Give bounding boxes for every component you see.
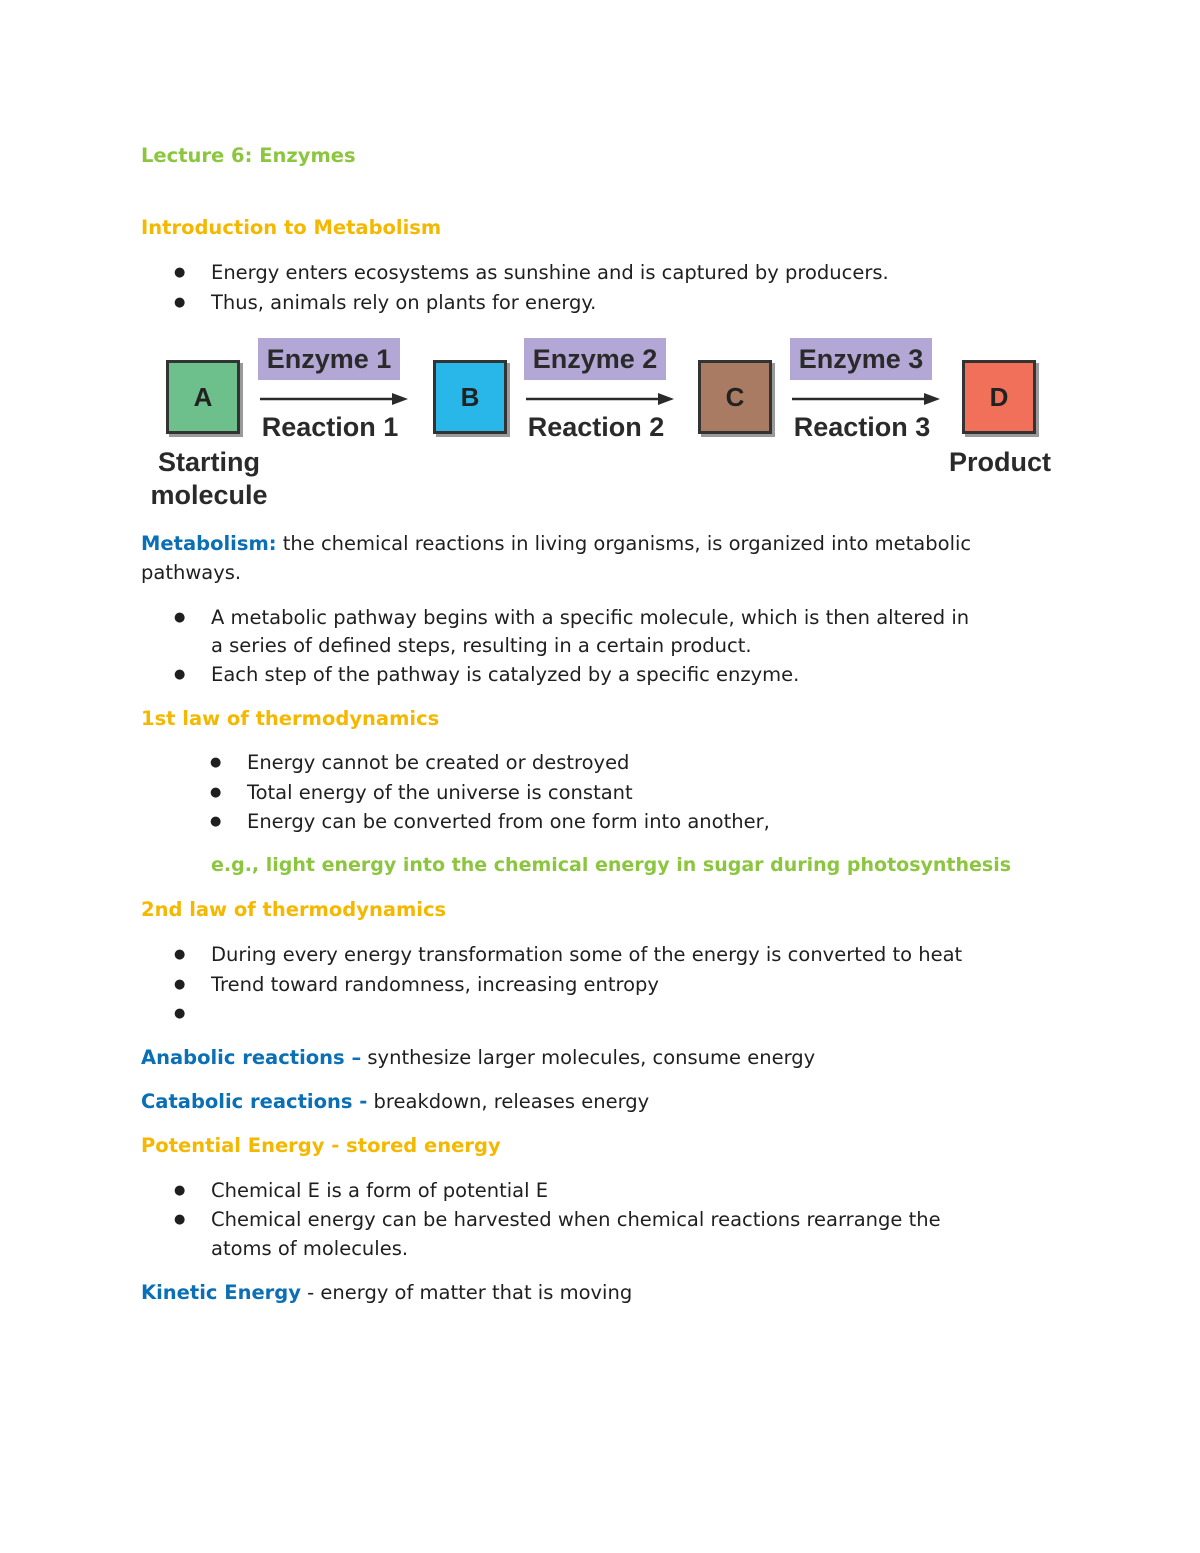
reaction-label: Reaction 1 <box>261 412 399 442</box>
law1-heading: 1st law of thermodynamics <box>141 707 440 730</box>
metabolic-pathway-diagram <box>140 330 1080 515</box>
molecule-label-line: molecule <box>150 480 268 510</box>
metabolism-bullet: A metabolic pathway begins with a specific molecule, which is then altered in <box>211 606 970 629</box>
bullet-dot: ● <box>174 947 186 962</box>
bullet-dot: ● <box>174 265 186 280</box>
bullet-dot: ● <box>210 755 222 770</box>
intro-bullet: Energy enters ecosystems as sunshine and is captured by producers. <box>211 261 889 284</box>
metabolism-def: the chemical reactions in living organisms, is organized into metabolic <box>276 532 972 555</box>
catabolic-def: breakdown, releases energy <box>367 1090 650 1113</box>
starting-molecule-label <box>144 446 274 512</box>
page-title: Lecture 6: Enzymes <box>141 144 356 167</box>
bullet-dot: ● <box>210 814 222 829</box>
reaction-arrow <box>792 392 942 406</box>
bullet-dot: ● <box>174 610 186 625</box>
enzyme-label: Enzyme 3 <box>790 338 932 380</box>
enzyme-label: Enzyme 1 <box>258 338 400 380</box>
potential-bullet: Chemical E is a form of potential E <box>211 1179 549 1202</box>
starting-label-line: Starting <box>157 447 260 477</box>
metabolism-term: Metabolism: <box>141 532 277 555</box>
intro-bullet: Thus, animals rely on plants for energy. <box>211 291 597 314</box>
law1-example: e.g., light energy into the chemical energy in sugar during photosynthesis <box>211 854 1012 876</box>
law1-bullet: Total energy of the universe is constant <box>247 781 633 804</box>
anabolic-term: Anabolic reactions – <box>141 1046 362 1069</box>
law2-bullet: Trend toward randomness, increasing entropy <box>211 973 659 996</box>
metabolism-def-cont: pathways. <box>141 561 242 584</box>
anabolic-def: synthesize larger molecules, consume energy <box>361 1046 816 1069</box>
molecule-box-d: D <box>962 360 1036 434</box>
metabolism-bullet: Each step of the pathway is catalyzed by a specific enzyme. <box>211 663 800 686</box>
law2-bullet: During every energy transformation some of the energy is converted to heat <box>211 943 963 966</box>
potential-heading: Potential Energy - stored energy <box>141 1134 501 1157</box>
bullet-dot: ● <box>174 977 186 992</box>
reaction-arrow <box>260 392 410 406</box>
reaction-label: Reaction 3 <box>793 412 931 442</box>
bullet-dot: ● <box>174 1006 186 1021</box>
bullet-dot: ● <box>174 1212 186 1227</box>
metabolism-definition <box>141 529 971 558</box>
anabolic-definition <box>141 1043 815 1072</box>
product-label: Product <box>948 447 1051 477</box>
enzyme-label: Enzyme 2 <box>524 338 666 380</box>
catabolic-definition <box>141 1087 649 1116</box>
bullet-dot: ● <box>174 295 186 310</box>
kinetic-term: Kinetic Energy <box>141 1281 301 1304</box>
law2-heading: 2nd law of thermodynamics <box>141 898 447 921</box>
law1-bullet: Energy can be converted from one form into another, <box>247 810 770 833</box>
catabolic-term: Catabolic reactions - <box>141 1090 368 1113</box>
molecule-box-a: A <box>166 360 240 434</box>
metabolism-bullet-cont: a series of defined steps, resulting in a certain product. <box>211 634 752 657</box>
potential-bullet-cont: atoms of molecules. <box>211 1237 409 1260</box>
kinetic-def: - energy of matter that is moving <box>300 1281 633 1304</box>
intro-heading: Introduction to Metabolism <box>141 216 442 239</box>
kinetic-definition <box>141 1278 632 1307</box>
bullet-dot: ● <box>210 785 222 800</box>
potential-bullet: Chemical energy can be harvested when chemical reactions rearrange the <box>211 1208 941 1231</box>
reaction-label: Reaction 2 <box>527 412 665 442</box>
law1-bullet: Energy cannot be created or destroyed <box>247 751 630 774</box>
bullet-dot: ● <box>174 667 186 682</box>
molecule-box-b: B <box>433 360 507 434</box>
reaction-arrow <box>526 392 676 406</box>
bullet-dot: ● <box>174 1183 186 1198</box>
molecule-box-c: C <box>698 360 772 434</box>
